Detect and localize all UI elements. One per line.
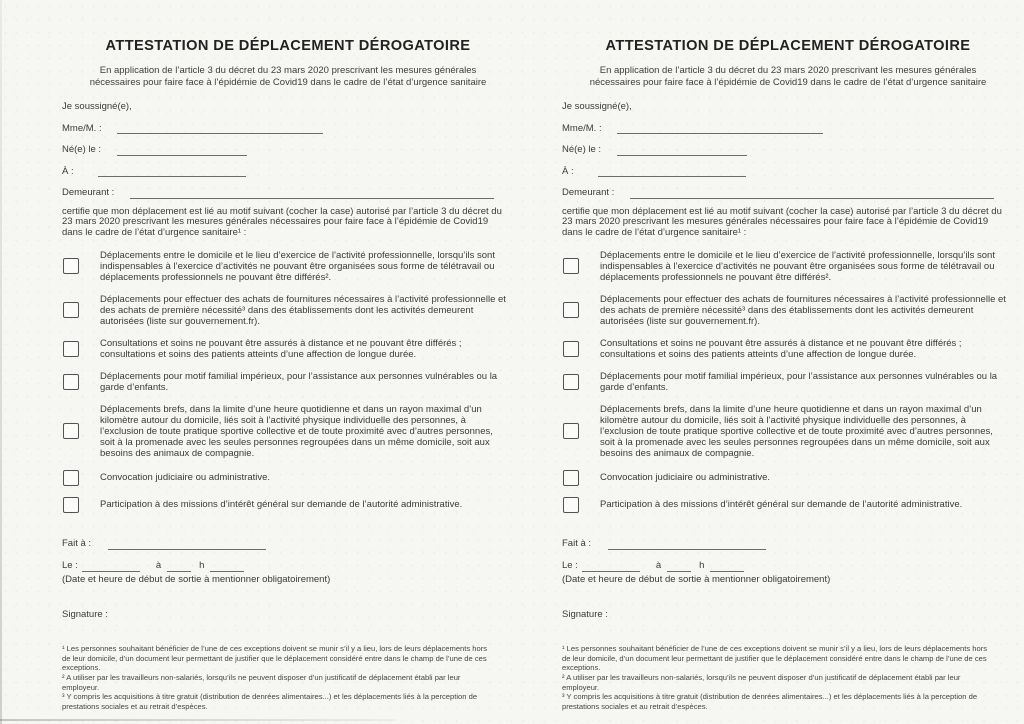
date-time-row: [62, 560, 514, 572]
reason-label-shopping: Déplacements pour effectuer des achats de fournitures nécessaires à l’activité professionnelle et des achats de première nécessité³ dans des établissements dont les activités demeurent autorisées (liste sur gouvernement.fr).: [100, 293, 506, 327]
form-intro: En application de l’article 3 du décret du 23 mars 2020 prescrivant les mesures générales nécessaires pour faire face à l’épidémie de Covid19 dans le cadre de l’état d’urgence sanitaire: [589, 65, 987, 88]
fait-a-row: [562, 537, 1014, 550]
le-label: Le :: [62, 560, 78, 572]
birthdate-field-line[interactable]: [117, 143, 247, 156]
reason-label-work: Déplacements entre le domicile et le lieu d’exercice de l’activité professionnelle, lorsqu’ils sont indispensables à l’exercice d’activités ne pouvant être organisées sous forme de télétravail ou déplacements professionnels ne pouvant être différés².: [100, 249, 495, 283]
reason-row-work: [62, 250, 514, 283]
date-line[interactable]: [582, 559, 640, 572]
reason-row-work: [562, 250, 1014, 283]
reason-label-judicial: Convocation judiciaire ou administrative.: [100, 472, 271, 484]
reason-label-health: Consultations et soins ne pouvant être assurés à distance et ne pouvant être différés ; consultations et soins des patients atteints d’une affection de longue durée.: [100, 337, 462, 360]
birthdate-field-label: Né(e) le :: [562, 144, 602, 155]
birthplace-field-label: À :: [562, 165, 574, 177]
fait-a-line[interactable]: [608, 537, 766, 550]
a-label: à: [155, 560, 162, 572]
attestation-form-copy-right: [562, 30, 1014, 712]
reason-row-health: [62, 338, 514, 360]
reason-row-shopping: [562, 294, 1014, 327]
birthplace-field-line[interactable]: [598, 164, 746, 177]
birthdate-field-row: [62, 143, 514, 156]
reason-label-judicial: Convocation judiciaire ou administrative.: [600, 472, 771, 484]
h-label: h: [199, 560, 205, 572]
signature-label: Signature :: [562, 609, 608, 621]
birthplace-field-line[interactable]: [98, 164, 246, 177]
reason-label-exercise: Déplacements brefs, dans la limite d’une heure quotidienne et dans un rayon maximal d’un kilomètre autour du domicile, liés soit à l’activité physique individuelle des personnes, à l’exclusion de toute pratique sportive collective et de toute proximité avec d’autres personnes, soit à la promenade avec les seules personnes regroupées dans un même domicile, soit aux besoins des animaux de compagnie.: [600, 403, 993, 459]
birthdate-field-row: [562, 143, 1014, 156]
address-field-label: Demeurant :: [562, 187, 615, 198]
reason-checkbox-exercise[interactable]: [563, 423, 579, 439]
reason-checkbox-exercise[interactable]: [63, 423, 79, 439]
reason-checkbox-judicial[interactable]: [563, 470, 579, 486]
address-field-row: [62, 186, 514, 199]
le-label: Le :: [562, 560, 578, 572]
reason-label-family: Déplacements pour motif familial impérieux, pour l’assistance aux personnes vulnérables ou la garde d’enfants.: [600, 370, 998, 393]
reason-row-shopping: [62, 294, 514, 327]
footnote-3: ³ Y compris les acquisitions à titre gratuit (distribution de denrées alimentaires...) et les déplacements liés à la perception de prestations sociales et au retrait d’espèces.: [562, 692, 978, 712]
minute-line[interactable]: [210, 559, 244, 572]
footnotes: [562, 644, 992, 712]
name-field-row: [62, 121, 514, 134]
reason-row-judicial: [562, 470, 1014, 486]
certify-paragraph: certifie que mon déplacement est lié au motif suivant (cocher la case) autorisé par l’article 3 du décret du 23 mars 2020 prescrivant les mesures générales nécessaires pour faire face à l’épidémie de Covid19 dans le cadre de l’état d’urgence sanitaire¹ :: [62, 205, 502, 239]
birthdate-field-label: Né(e) le :: [62, 144, 102, 155]
footnote-3: ³ Y compris les acquisitions à titre gratuit (distribution de denrées alimentaires...) et les déplacements liés à la perception de prestations sociales et au retrait d’espèces.: [62, 692, 478, 712]
address-field-line[interactable]: [130, 186, 494, 199]
reason-checkbox-work[interactable]: [63, 258, 79, 274]
reason-checkbox-shopping[interactable]: [563, 302, 579, 318]
reason-row-family: [62, 371, 514, 393]
signature-label: Signature :: [62, 609, 108, 621]
reason-checkbox-work[interactable]: [563, 258, 579, 274]
reason-label-family: Déplacements pour motif familial impérieux, pour l’assistance aux personnes vulnérables ou la garde d’enfants.: [100, 370, 498, 393]
address-field-label: Demeurant :: [62, 187, 115, 198]
reason-label-shopping: Déplacements pour effectuer des achats de fournitures nécessaires à l’activité professionnelle et des achats de première nécessité³ dans des établissements dont les activités demeurent autorisées (liste sur gouvernement.fr).: [600, 293, 1006, 327]
name-field-row: [562, 121, 1014, 134]
birthplace-field-label: À :: [62, 165, 74, 177]
reason-checkbox-health[interactable]: [63, 341, 79, 357]
reason-row-exercise: [62, 404, 514, 459]
reason-checkbox-judicial[interactable]: [63, 470, 79, 486]
name-field-label: Mme/M. :: [562, 122, 602, 134]
h-label: h: [699, 560, 705, 572]
date-time-row: [562, 560, 1014, 572]
name-field-line[interactable]: [117, 121, 323, 134]
reason-row-mission: [562, 497, 1014, 513]
certify-paragraph: certifie que mon déplacement est lié au motif suivant (cocher la case) autorisé par l’article 3 du décret du 23 mars 2020 prescrivant les mesures générales nécessaires pour faire face à l’épidémie de Covid19 dans le cadre de l’état d’urgence sanitaire¹ :: [562, 205, 1002, 239]
reason-checkbox-health[interactable]: [563, 341, 579, 357]
reason-row-family: [562, 371, 1014, 393]
footnote-2: ² A utiliser par les travailleurs non-salariés, lorsqu’ils ne peuvent disposer d’un justificatif de déplacement établi par leur employeur.: [562, 673, 961, 692]
name-field-line[interactable]: [617, 121, 823, 134]
scan-line-artifact: [0, 719, 396, 721]
reason-checkbox-family[interactable]: [563, 374, 579, 390]
footnote-1: ¹ Les personnes souhaitant bénéficier de l’une de ces exceptions doivent se munir s’il y a lieu, lors de leurs déplacements hors de leur domicile, d’un document leur permettant de justifier que le déplacement considéré entre dans le champ de l’une de ces exceptions.: [562, 643, 988, 673]
date-note: (Date et heure de début de sortie à mentionner obligatoirement): [562, 573, 831, 585]
hour-line[interactable]: [167, 559, 191, 572]
reason-row-mission: [62, 497, 514, 513]
reason-row-health: [562, 338, 1014, 360]
reason-label-mission: Participation à des missions d’intérêt général sur demande de l’autorité administrative.: [600, 499, 963, 511]
reason-checkbox-mission[interactable]: [63, 497, 79, 513]
fait-a-label: Fait à :: [562, 538, 592, 550]
reason-row-exercise: [562, 404, 1014, 459]
reason-checkbox-family[interactable]: [63, 374, 79, 390]
reason-row-judicial: [62, 470, 514, 486]
reason-label-exercise: Déplacements brefs, dans la limite d’une heure quotidienne et dans un rayon maximal d’un kilomètre autour du domicile, liés soit à l’activité physique individuelle des personnes, à l’exclusion de toute pratique sportive collective et de toute proximité avec d’autres personnes, soit à la promenade avec les seules personnes regroupées dans un même domicile, soit aux besoins des animaux de compagnie.: [100, 403, 493, 459]
reason-label-mission: Participation à des missions d’intérêt général sur demande de l’autorité administrative.: [100, 499, 463, 511]
attestation-form-copy-left: [62, 30, 514, 712]
footnote-2: ² A utiliser par les travailleurs non-salariés, lorsqu’ils ne peuvent disposer d’un justificatif de déplacement établi par leur employeur.: [62, 673, 461, 692]
soussigne-text: Je soussigné(e),: [562, 101, 632, 112]
hour-line[interactable]: [667, 559, 691, 572]
reason-list: [62, 250, 514, 513]
a-label: à: [655, 560, 662, 572]
date-line[interactable]: [82, 559, 140, 572]
reason-label-work: Déplacements entre le domicile et le lieu d’exercice de l’activité professionnelle, lorsqu’ils sont indispensables à l’exercice d’activités ne pouvant être organisées sous forme de télétravail ou déplacements professionnels ne pouvant être différés².: [600, 249, 995, 283]
reason-list: [562, 250, 1014, 513]
reason-checkbox-shopping[interactable]: [63, 302, 79, 318]
birthplace-field-row: [562, 164, 1014, 177]
soussigne-text: Je soussigné(e),: [62, 101, 132, 112]
footnotes: [62, 644, 492, 712]
reason-checkbox-mission[interactable]: [563, 497, 579, 513]
scan-edge-artifact: [0, 0, 2, 724]
date-note: (Date et heure de début de sortie à mentionner obligatoirement): [62, 573, 331, 585]
minute-line[interactable]: [710, 559, 744, 572]
address-field-row: [562, 186, 1014, 199]
birthplace-field-row: [62, 164, 514, 177]
fait-a-label: Fait à :: [62, 538, 92, 550]
fait-a-line[interactable]: [108, 537, 266, 550]
fait-a-row: [62, 537, 514, 550]
birthdate-field-line[interactable]: [617, 143, 747, 156]
reason-label-health: Consultations et soins ne pouvant être assurés à distance et ne pouvant être différés ; consultations et soins des patients atteints d’une affection de longue durée.: [600, 337, 962, 360]
form-title: ATTESTATION DE DÉPLACEMENT DÉROGATOIRE: [105, 38, 471, 54]
address-field-line[interactable]: [630, 186, 994, 199]
footnote-1: ¹ Les personnes souhaitant bénéficier de l’une de ces exceptions doivent se munir s’il y a lieu, lors de leurs déplacements hors de leur domicile, d’un document leur permettant de justifier que le déplacement considéré entre dans le champ de l’une de ces exceptions.: [62, 643, 488, 673]
form-intro: En application de l’article 3 du décret du 23 mars 2020 prescrivant les mesures générales nécessaires pour faire face à l’épidémie de Covid19 dans le cadre de l’état d’urgence sanitaire: [89, 65, 487, 88]
name-field-label: Mme/M. :: [62, 122, 102, 134]
form-title: ATTESTATION DE DÉPLACEMENT DÉROGATOIRE: [605, 38, 971, 54]
